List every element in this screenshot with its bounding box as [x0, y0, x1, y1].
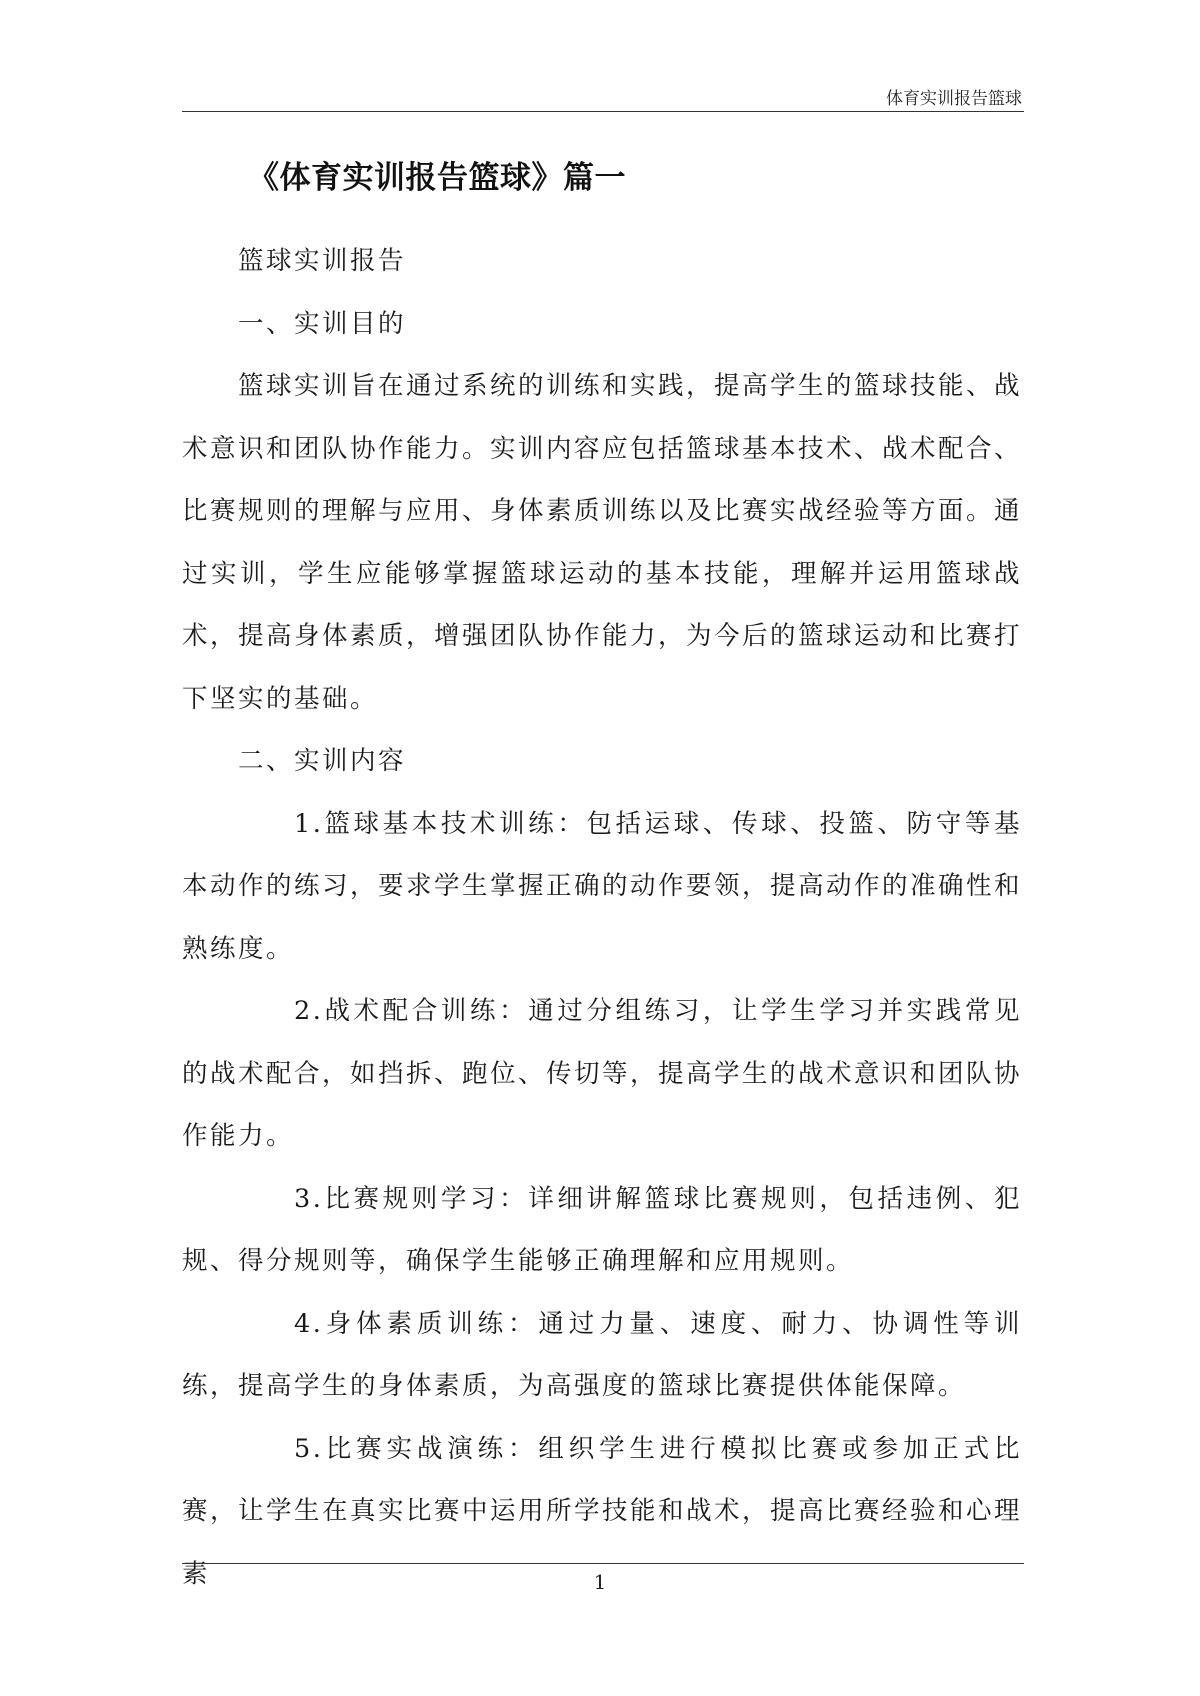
- section-heading-content: 二、实训内容: [238, 746, 407, 776]
- content-item-fitness: 4.身体素质训练：通过力量、速度、耐力、协调性等训练，提高学生的身体素质，为高强度的篮球比赛提供体能保障。: [182, 1308, 1022, 1401]
- content-item-tactics: 2.战术配合训练：通过分组练习，让学生学习并实践常见的战术配合，如挡拆、跑位、传切等，提高学生的战术意识和团队协作能力。: [182, 996, 1023, 1151]
- page-number: 1: [593, 1570, 607, 1594]
- content-item-rules: 3.比赛规则学习：详细讲解篮球比赛规则，包括违例、犯规、得分规则等，确保学生能够正确理解和应用规则。: [182, 1183, 1022, 1276]
- content-item-basic-skills: 1.篮球基本技术训练：包括运球、传球、投篮、防守等基本动作的练习，要求学生掌握正确的动作要领，提高动作的准确性和熟练度。: [182, 808, 1023, 964]
- section-heading-purpose: 一、实训目的: [238, 308, 407, 339]
- document-title: 《体育实训报告篮球》篇一: [248, 160, 626, 196]
- running-header: 体育实训报告篮球: [886, 89, 1022, 109]
- footer-divider: [182, 1563, 1024, 1564]
- purpose-paragraph: 篮球实训旨在通过系统的训练和实践，提高学生的篮球技能、战术意识和团队协作能力。实训内容应包括篮球基本技术、战术配合、比赛规则的理解与应用、身体素质训练以及比赛实战经验等方面。通过实训，学生应能够掌握篮球运动的基本技能，理解并运用篮球战术，提高身体素质，增强团队协作能力，为今后的篮球运动和比赛打下坚实的基础。: [182, 371, 1023, 714]
- content-item-match-practice: 5.比赛实战演练：组织学生进行模拟比赛或参加正式比赛，让学生在真实比赛中运用所学技能和战术，提高比赛经验和心理素: [182, 1433, 1023, 1589]
- report-heading: 篮球实训报告: [238, 246, 407, 276]
- document-body: [182, 230, 1022, 1605]
- header-divider: [182, 111, 1024, 112]
